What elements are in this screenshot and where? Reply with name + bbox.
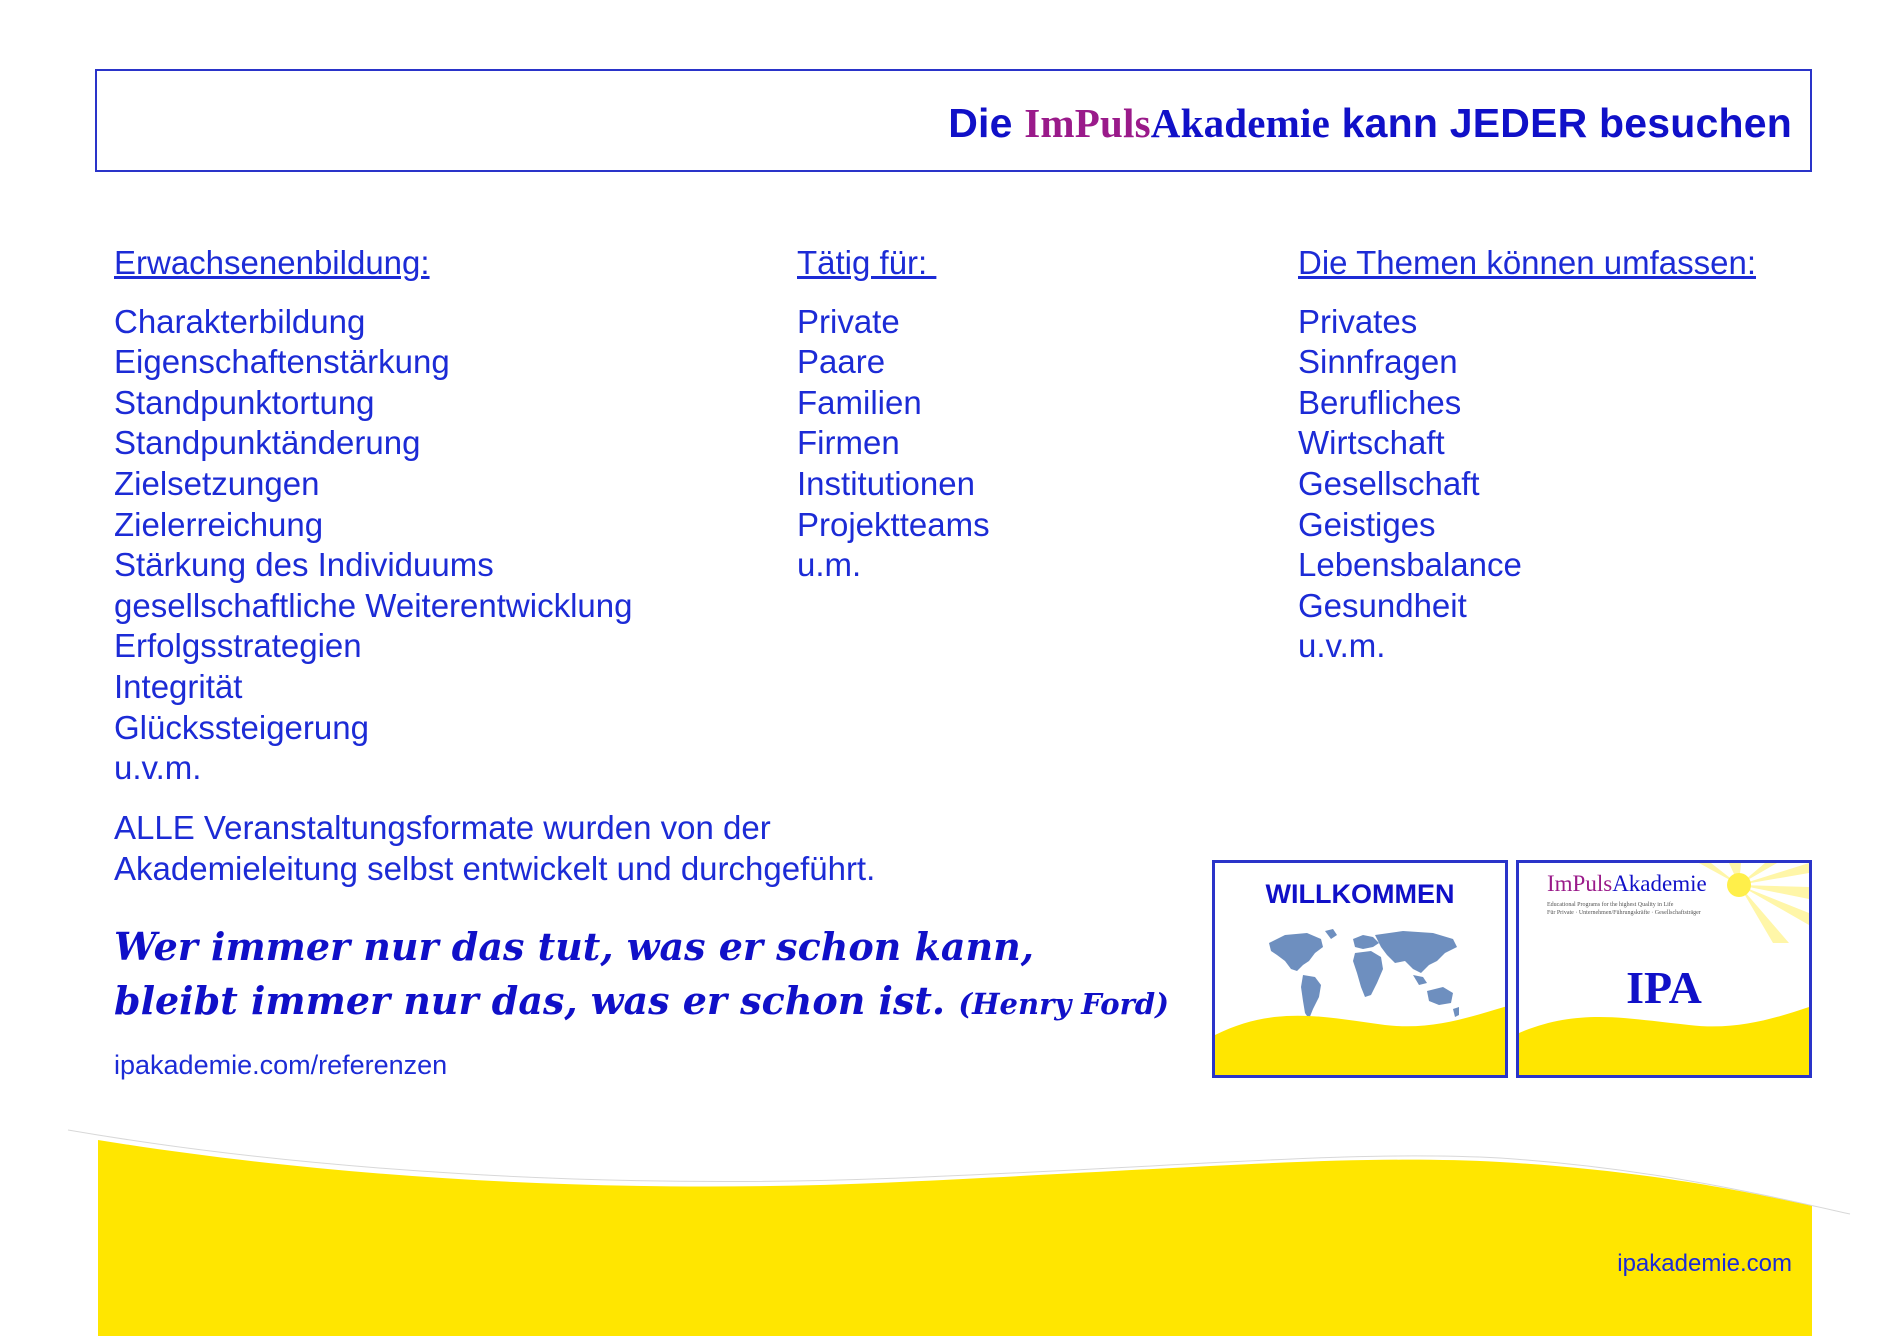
ipa-brand-logo [1547, 871, 1707, 897]
list-item: Gesellschaft [1298, 464, 1480, 502]
title-box [95, 69, 1812, 172]
ipa-subtitle-line: Für Private · Unternehmen/Führungskräfte · Gesellschaftsträger [1547, 910, 1701, 916]
list-item: Lebensbalance [1298, 546, 1522, 584]
footer-website-link[interactable]: ipakademie.com [1617, 1250, 1792, 1277]
ipa-subtitle [1547, 901, 1701, 917]
references-link[interactable]: ipakademie.com/referenzen [114, 1050, 448, 1080]
quote-line-2 [114, 974, 1169, 1031]
list-item: Wirtschaft [1298, 424, 1445, 462]
ipa-label: IPA [1626, 962, 1702, 1013]
column-themen [1298, 243, 1756, 667]
list-item: Institutionen [797, 464, 975, 502]
list-item: Stärkung des Individuums [114, 546, 494, 584]
welcome-label: WILLKOMMEN [1265, 879, 1455, 909]
bottom-yellow-wave [0, 1110, 1900, 1339]
list-item: Integrität [114, 667, 243, 705]
quote-author: (Henry Ford) [958, 987, 1169, 1021]
theme-list [1298, 302, 1756, 667]
topic-list [114, 302, 632, 789]
list-item: u.v.m. [1298, 627, 1386, 665]
quote-line: bleibt immer nur das, was er schon ist. [114, 978, 946, 1023]
ipa-brand-akademie: Akademie [1612, 871, 1707, 896]
list-item: Sinnfragen [1298, 343, 1458, 381]
page-title [948, 99, 1792, 147]
list-item: Private [797, 302, 900, 340]
formats-line: Akademieleitung selbst entwickelt und durchgeführt. [114, 849, 876, 887]
column-taetig-fuer [797, 243, 990, 586]
list-item: Eigenschaftenstärkung [114, 343, 450, 381]
yellow-wave [1519, 1005, 1812, 1075]
formats-paragraph [114, 808, 1014, 889]
ipa-card[interactable] [1516, 860, 1812, 1078]
list-item: Familien [797, 383, 922, 421]
list-item: Privates [1298, 302, 1418, 340]
client-list [797, 302, 990, 586]
list-item: Paare [797, 343, 886, 381]
column-heading: Erwachsenenbildung: [114, 244, 430, 281]
list-item: Zielsetzungen [114, 464, 320, 502]
list-item: Standpunktortung [114, 383, 375, 421]
list-item: Berufliches [1298, 383, 1462, 421]
quote-line: Wer immer nur das tut, was er schon kann, [114, 924, 1034, 969]
welcome-card[interactable] [1212, 860, 1508, 1078]
column-heading: Die Themen können umfassen: [1298, 244, 1756, 281]
formats-line: ALLE Veranstaltungsformate wurden von der [114, 809, 771, 846]
title-brand-impuls: ImPuls [1024, 100, 1151, 146]
list-item: Projektteams [797, 505, 990, 543]
list-item: Glückssteigerung [114, 708, 369, 746]
list-item: Standpunktänderung [114, 424, 421, 462]
column-erwachsenenbildung [114, 243, 632, 789]
title-prefix: Die [948, 100, 1025, 146]
list-item: u.v.m. [114, 749, 202, 787]
list-item: Erfolgsstrategien [114, 627, 362, 665]
list-item: Firmen [797, 424, 900, 462]
list-item: u.m. [797, 546, 862, 584]
yellow-wave [1215, 1005, 1508, 1075]
ipa-subtitle-line: Educational Programs for the highest Quality in Life [1547, 902, 1674, 908]
title-brand-akademie: Akademie [1150, 100, 1331, 146]
quote [114, 920, 1169, 1031]
ipa-brand-impuls: ImPuls [1547, 871, 1613, 896]
list-item: Zielerreichung [114, 505, 324, 543]
title-suffix: kann JEDER besuchen [1330, 100, 1792, 146]
list-item: Charakterbildung [114, 302, 366, 340]
list-item: Gesundheit [1298, 586, 1467, 624]
list-item: gesellschaftliche Weiterentwicklung [114, 586, 633, 624]
column-heading: Tätig für: [797, 244, 937, 281]
list-item: Geistiges [1298, 505, 1436, 543]
